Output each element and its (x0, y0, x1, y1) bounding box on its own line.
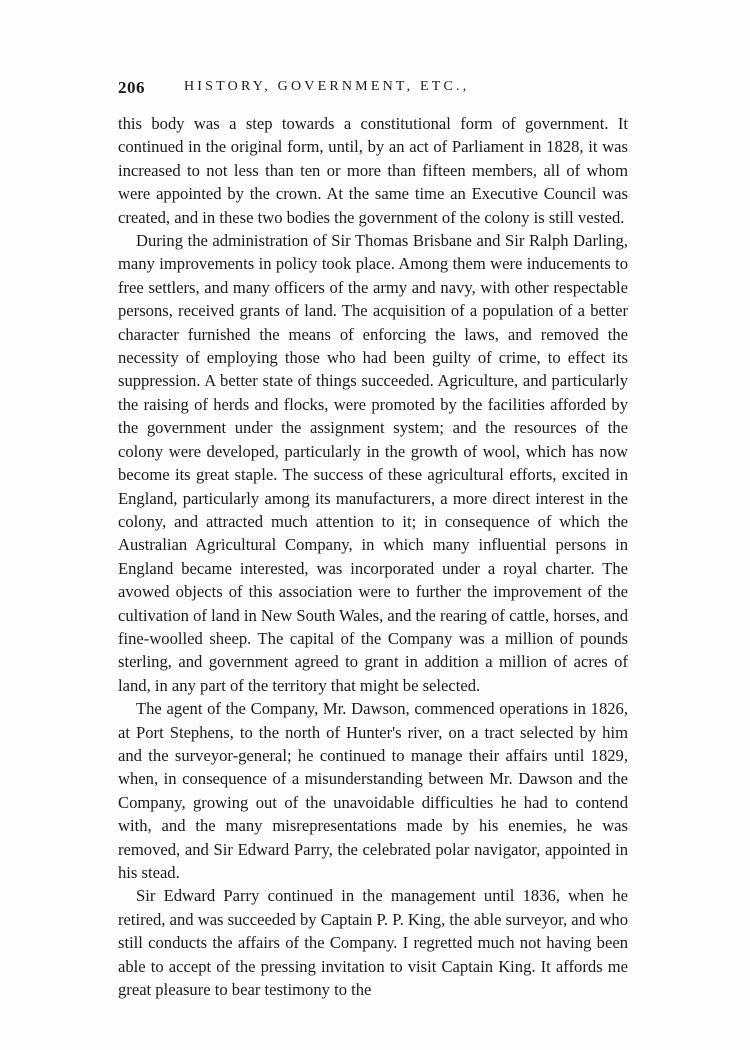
paragraph-administration: During the administration of Sir Thomas Brisbane and Sir Ralph Darling, many improvements in policy took place. Among them were inducements to free settlers, and many officers of the army and navy, with other respectable persons, received grants of land. The acquisition of a population of a better character furnished the means of enforcing the laws, and removed the necessity of employing those who had been guilty of crime, to effect its suppression. A better state of things succeeded. Agriculture, and particularly the raising of herds and flocks, were promoted by the facilities afforded by the government under the assignment system; and the resources of the colony were developed, particularly in the growth of wool, which has now become its great staple. The success of these agricultural efforts, excited in England, particularly among its manufacturers, a more direct interest in the colony, and attracted much attention to it; in consequence of which the Australian Agricultural Company, in which many influential persons in England became interested, was incorporated under a royal charter. The avowed objects of this association were to further the improvement of the cultivation of land in New South Wales, and the rearing of cattle, horses, and fine-woolled sheep. The capital of the Company was a million of pounds sterling, and government agreed to grant in addition a million of acres of land, in any part of the territory that might be selected. (118, 231, 628, 695)
page-header (118, 78, 630, 104)
running-head: HISTORY, GOVERNMENT, ETC., (184, 79, 470, 94)
page-number: 206 (118, 78, 145, 97)
paragraph-continuation: this body was a step towards a constitutional form of government. It continued in the original form, until, by an act of Parliament in 1828, it was increased to not less than ten or more than fifteen members, all of whom were appointed by the crown. At the same time an Executive Council was created, and in these two bodies the government of the colony is still vested. (118, 114, 628, 227)
paragraph-company-agent: The agent of the Company, Mr. Dawson, commenced operations in 1826, at Port Stephens, to the north of Hunter's river, on a tract selected by him and the surveyor-general; he continued to manage their affairs until 1829, when, in consequence of a misunderstanding between Mr. Dawson and the Company, growing out of the unavoidable difficulties he had to contend with, and the many misrepresentations made by his enemies, he was removed, and Sir Edward Parry, the celebrated polar navigator, appointed in his stead. (118, 699, 628, 882)
paragraph-edward-parry: Sir Edward Parry continued in the management until 1836, when he retired, and was succeeded by Captain P. P. King, the able surveyor, and who still conducts the affairs of the Company. I regretted much not having been able to accept of the pressing invitation to visit Captain King. It affords me great pleasure to bear testimony to the (118, 886, 628, 1000)
body-text (118, 112, 628, 1001)
